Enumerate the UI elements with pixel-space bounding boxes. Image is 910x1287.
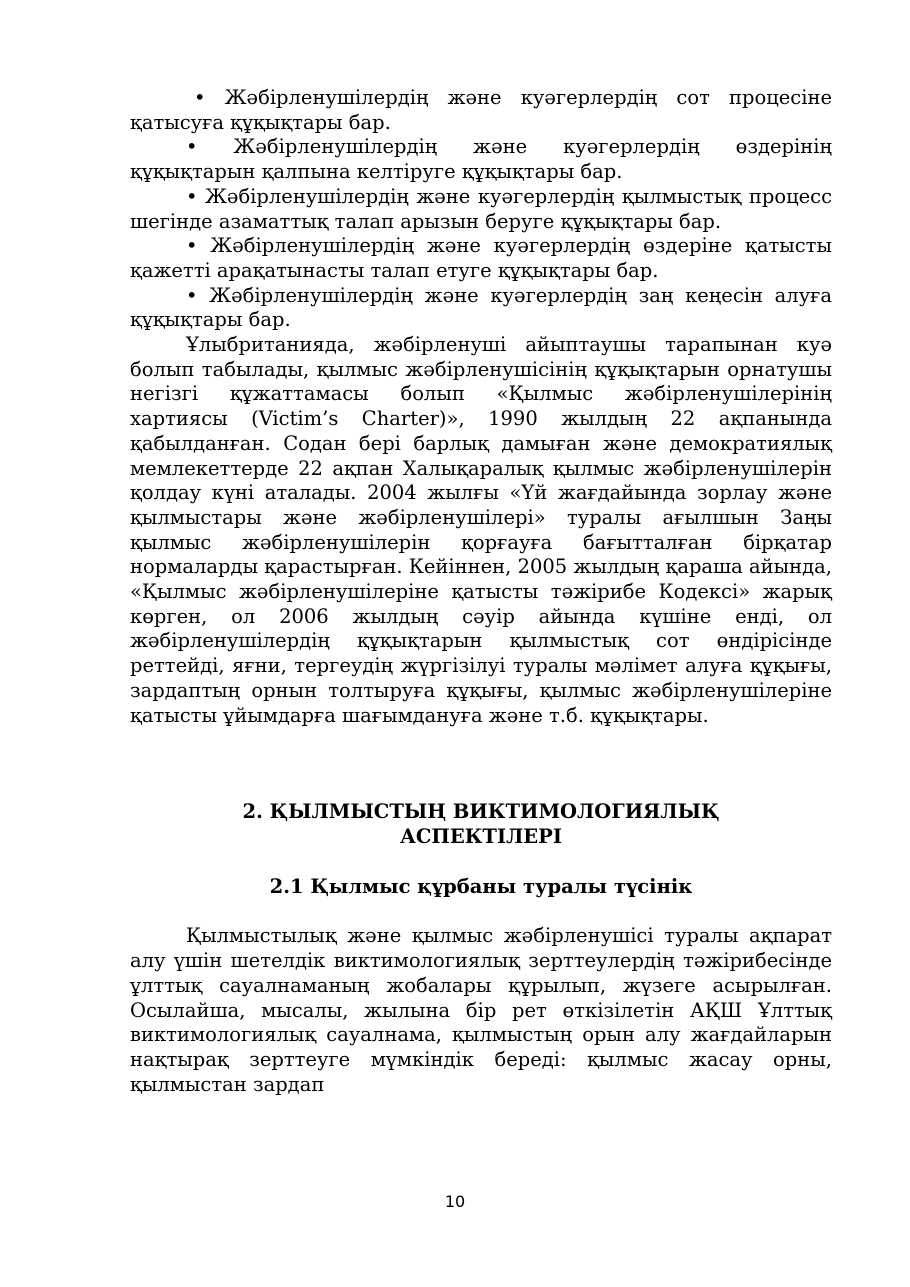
spacer	[130, 899, 832, 924]
section-heading-line: 2. ҚЫЛМЫСТЫҢ ВИКТИМОЛОГИЯЛЫҚ	[242, 800, 720, 824]
body-paragraph: Ұлыбританияда, жәбірленуші айыптаушы тарапынан куә болып табылады, қылмыс жәбірленушісінің құқықтарын орнатушы негізгі құжаттамасы болып «Қылмыс жәбірленушілерінің хартиясы (Victim’s Charter)», 1990 жылдың 22 ақпанында қабылданған. Содан бері барлық дамыған және демократиялық мемлекеттерде 22 ақпан Халықаралық қылмыс жәбірленушілерін қолдау күні аталады. 2004 жылғы «Үй жағдайында зорлау және қылмыстары және жәбірленушілері» туралы ағылшын Заңы қылмыс жәбірленушілерін қорғауға бағытталған бірқатар нормаларды қарастырған. Кейіннен, 2005 жылдың қараша айында, «Қылмыс жәбірленушілеріне қатысты тәжірибе Кодексі» жарық көрген, ол 2006 жылдың сәуір айында күшіне енді, ол жәбірленушілердің құқықтарын қылмыстық сот өндірісінде реттейді, яғни, тергеудің жүргізілуі туралы мәлімет алуға құқығы, зардаптың орнын толтыруға құқығы, қылмыс жәбірленушілеріне қатысты ұйымдарға шағымдануға және т.б. құқықтары.	[130, 333, 832, 727]
bullet-item: • Жәбірленушілердің және куәгерлердің өздерінің құқықтарын қалпына келтіруге құқықтары бар.	[130, 135, 832, 184]
section-heading	[130, 800, 832, 849]
bullet-item: • Жәбірленушілердің және куәгерлердің қылмыстық процесс шегінде азаматтық талап арызын беруге құқықтары бар.	[130, 184, 832, 233]
page-number: 10	[444, 1192, 466, 1211]
bullet-item: • Жәбірленушілердің және куәгерлердің сот процесіне қатысуға құқықтары бар.	[130, 86, 832, 134]
spacer	[130, 728, 832, 800]
bullet-item: • Жәбірленушілердің және куәгерлердің өздеріне қатысты қажетті арақатынасты талап етуге құқықтары бар.	[130, 234, 832, 282]
bullet-item: • Жәбірленушілердің және куәгерлердің заң кеңесін алуға құқықтары бар.	[130, 283, 832, 332]
section-heading-line: АСПЕКТІЛЕРІ	[400, 824, 562, 848]
subsection-heading: 2.1 Қылмыс құрбаны туралы түсінік	[269, 874, 693, 898]
body-paragraph: Қылмыстылық және қылмыс жәбірленушісі туралы ақпарат алу үшін шетелдік виктимологиялық зерттеулердің тәжірибесінде ұлттық сауалнаманың жобалары құрылып, жүзеге асырылған. Осылайша, мысалы, жылына бір рет өткізілетін АҚШ Ұлттық виктимологиялық сауалнама, қылмыстың орын алу жағдайларын нақтырақ зерттеуге мүмкіндік береді: қылмыс жасау орны, қылмыстан зардап	[130, 924, 832, 1096]
document-page	[130, 86, 832, 1097]
